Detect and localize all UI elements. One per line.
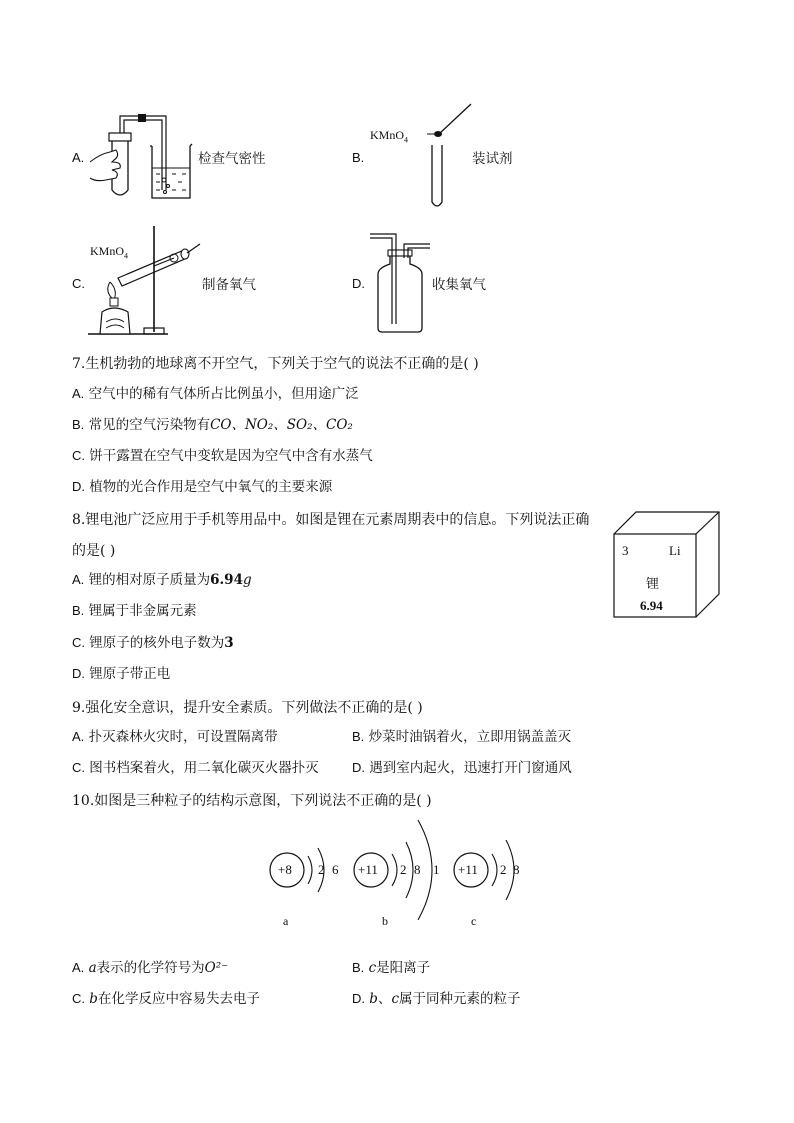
element-symbol: Li	[669, 543, 681, 558]
question-stem: 9.强化安全意识，提升安全素质。下列做法不正确的是( )	[72, 700, 423, 716]
element-card-box	[612, 510, 722, 620]
particle-label: c	[471, 914, 477, 928]
reagent-label: KMnO$_4$	[370, 128, 409, 145]
option-b: B. 锂属于非金属元素	[72, 603, 197, 619]
option-b: B. c是阳离子	[352, 960, 431, 976]
option-a: A. 扑灭森林火灾时，可设置隔离带	[72, 729, 278, 745]
option-c: C. 图书档案着火，用二氧化碳灭火器扑灭	[72, 760, 319, 776]
shell-electrons: 6	[332, 862, 339, 877]
atomic-mass: 6.94	[640, 598, 663, 613]
option-b: B. 常见的空气污染物有CO、NO₂、SO₂、CO₂	[72, 417, 353, 433]
particle-label: b	[382, 914, 388, 928]
option-c: C. 饼干露置在空气中变软是因为空气中含有水蒸气	[72, 448, 373, 464]
option-letter: C.	[72, 276, 85, 291]
nucleus-charge: +8	[278, 862, 292, 877]
option-a: A. 锂的相对原子质量为6.94g	[72, 572, 252, 588]
oxygen-preparation-figure	[88, 222, 200, 342]
question-stem: 10.如图是三种粒子的结构示意图，下列说法不正确的是( )	[72, 793, 432, 809]
option-letter: A.	[72, 150, 85, 165]
element-name: 锂	[646, 577, 660, 592]
airtightness-apparatus-figure	[86, 106, 198, 202]
shell-electrons: 8	[513, 862, 520, 877]
question-stem: 7.生机勃勃的地球离不开空气，下列关于空气的说法不正确的是( )	[72, 356, 479, 372]
option-d: D. 遇到室内起火，迅速打开门窗通风	[352, 760, 572, 776]
question-stem-line1: 8.锂电池广泛应用于手机等用品中。如图是锂在元素周期表中的信息。下列说法正确	[72, 512, 590, 528]
option-a: A. a表示的化学符号为O²⁻	[72, 960, 229, 976]
option-label: 制备氧气	[202, 277, 256, 293]
particle-label: a	[283, 914, 289, 928]
question-stem-line2: 的是( )	[72, 543, 116, 559]
add-reagent-figure	[425, 100, 475, 212]
option-letter: B.	[352, 150, 365, 165]
option-d: D. 植物的光合作用是空气中氧气的主要来源	[72, 479, 333, 495]
option-letter: D.	[352, 276, 365, 291]
gas-collection-bottle-figure	[368, 228, 432, 334]
shell-electrons: 1	[433, 862, 440, 877]
nucleus-charge: +11	[358, 862, 378, 877]
option-b: B. 炒菜时油锅着火，立即用锅盖盖灭	[352, 729, 572, 745]
option-label: 检查气密性	[198, 151, 266, 167]
shell-electrons: 2	[400, 862, 407, 877]
option-a: A. 空气中的稀有气体所占比例虽小，但用途广泛	[72, 386, 359, 402]
option-d: D. 锂原子带正电	[72, 666, 171, 682]
nucleus-charge: +11	[458, 862, 478, 877]
option-c: C. b在化学反应中容易失去电子	[72, 991, 260, 1007]
shell-electrons: 2	[318, 862, 325, 877]
shell-electrons: 2	[500, 862, 507, 877]
option-label: 装试剂	[472, 151, 513, 167]
option-d: D. b、c属于同种元素的粒子	[352, 991, 521, 1007]
reagent-label: KMnO$_4$	[90, 244, 129, 261]
atomic-number: 3	[622, 543, 629, 558]
shell-electrons: 8	[414, 862, 421, 877]
option-label: 收集氧气	[432, 277, 486, 293]
option-c: C. 锂原子的核外电子数为3	[72, 635, 234, 651]
